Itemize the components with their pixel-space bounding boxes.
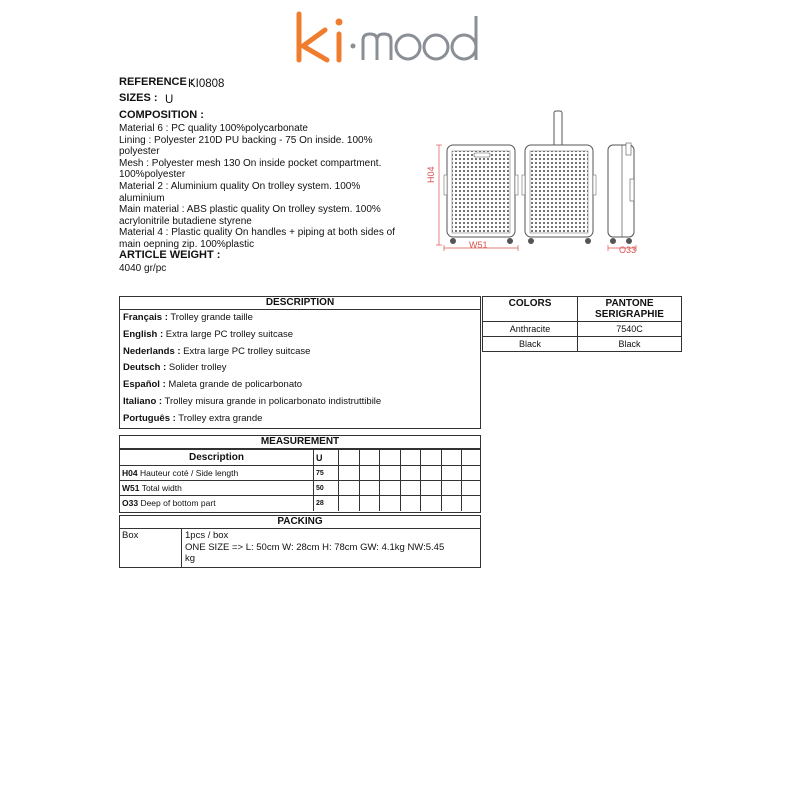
weight-label: ARTICLE WEIGHT : [119, 249, 221, 261]
lang-text: Trolley grande taille [167, 312, 253, 323]
reference-label: REFERENCE : [119, 76, 194, 88]
empty-cell [400, 450, 421, 466]
composition-line: polyester [119, 146, 160, 158]
empty-cell [441, 450, 462, 466]
dimension-height-label: H04 [426, 166, 436, 183]
packing-line: ONE SIZE => L: 50cm W: 28cm H: 78cm GW: 4.1kg NW:5.45 [185, 541, 445, 553]
empty-cell [400, 481, 421, 496]
composition-line: Main material : ABS plastic quality On trolley system. 100% [119, 204, 381, 216]
lang-text: Solider trolley [166, 362, 227, 374]
packing-line: kg [185, 553, 196, 564]
empty-cell [462, 496, 481, 511]
empty-cell [380, 496, 401, 511]
measurement-row-w51 [120, 481, 314, 496]
description-row-en [120, 327, 480, 344]
measurement-label: Deep of bottom part [138, 498, 216, 509]
measurement-desc-header: Description [120, 450, 314, 466]
colors-header: COLORS [483, 297, 578, 322]
empty-cell [339, 481, 360, 496]
empty-cell [339, 450, 360, 466]
empty-cell [359, 481, 380, 496]
reference-value: KI0808 [188, 78, 225, 90]
lang-label: Español : [123, 379, 166, 391]
composition-line: Mesh : Polyester mesh 130 On inside pocket compartment. [119, 157, 382, 169]
empty-cell [380, 450, 401, 466]
lang-label: Português : [123, 412, 176, 424]
measurement-row-h04 [120, 466, 314, 481]
lang-label: Deutsch : [123, 362, 167, 374]
empty-cell [380, 466, 401, 481]
measurement-code: O33 [122, 498, 139, 509]
composition-label: COMPOSITION : [119, 109, 204, 121]
measurement-value: 28 [314, 496, 339, 511]
sizes-value: U [165, 94, 174, 106]
lang-label: Français : [123, 312, 168, 323]
empty-cell [421, 481, 442, 496]
packing-title: PACKING [120, 516, 480, 529]
color-pantone: Black [578, 337, 682, 352]
description-row-fr [120, 310, 480, 327]
composition-line: Material 6 : PC quality 100%polycarbonate [119, 123, 308, 134]
lang-text: Trolley extra grande [175, 412, 263, 424]
packing-line: 1pcs / box [185, 530, 229, 541]
packing-table [119, 515, 481, 568]
color-name: Anthracite [483, 322, 578, 337]
empty-cell [339, 466, 360, 481]
empty-cell [400, 466, 421, 481]
measurement-value: 50 [314, 481, 339, 496]
color-name: Black [483, 337, 578, 352]
dimension-width-label: W51 [469, 240, 488, 250]
measurement-label: Total width [139, 483, 182, 493]
description-row-de [120, 360, 480, 377]
lang-label: Nederlands : [123, 345, 181, 357]
composition-line: aluminium [119, 192, 165, 204]
empty-cell [359, 496, 380, 511]
measurement-size-header: U [314, 450, 339, 466]
lang-text: Extra large PC trolley suitcase [163, 328, 294, 340]
pantone-header [578, 297, 682, 322]
empty-cell [462, 450, 481, 466]
composition-line: Lining : Polyester 210D PU backing - 75 On inside. 100% [119, 134, 373, 146]
description-row-nl [120, 344, 480, 361]
measurement-table [119, 435, 481, 513]
composition-line: acrylonitrile butadiene styrene [119, 215, 252, 227]
packing-grid [120, 529, 480, 567]
empty-cell [359, 450, 380, 466]
suitcase-drawing [430, 105, 650, 255]
measurement-row-o33 [120, 496, 314, 511]
packing-type: Box [120, 529, 182, 567]
lang-label: Italiano : [123, 395, 163, 407]
empty-cell [380, 481, 401, 496]
composition-line: main oepning zip. 100%plastic [119, 238, 255, 250]
composition-line: 100%polyester [119, 169, 186, 181]
measurement-code: H04 [122, 468, 138, 478]
measurement-grid [120, 449, 480, 511]
lang-text: Maleta grande de policarbonato [165, 379, 303, 391]
lang-label: English : [123, 328, 164, 340]
weight-value: 4040 gr/pc [119, 263, 167, 274]
colors-table [482, 296, 682, 352]
composition-list [119, 123, 409, 251]
color-pantone: 7540C [578, 322, 682, 337]
composition-line: Material 2 : Aluminium quality On trolley system. 100% [119, 180, 361, 192]
empty-cell [441, 481, 462, 496]
empty-cell [462, 481, 481, 496]
empty-cell [421, 450, 442, 466]
ki-mood-logo [295, 8, 485, 68]
empty-cell [400, 496, 421, 511]
pantone-header-line2: SERIGRAPHIE [595, 309, 664, 320]
packing-details [182, 529, 481, 567]
description-row-it [120, 394, 480, 411]
empty-cell [462, 466, 481, 481]
pantone-header-line1: PANTONE [605, 298, 654, 309]
measurement-label: Hauteur coté / Side length [137, 468, 239, 478]
empty-cell [359, 466, 380, 481]
description-title: DESCRIPTION [120, 297, 480, 310]
dimension-depth-label: O33 [619, 245, 637, 255]
lang-text: Trolley misura grande in policarbonato indistruttibile [162, 395, 382, 407]
description-row-es [120, 377, 480, 394]
lang-text: Extra large PC trolley suitcase [180, 345, 311, 357]
empty-cell [421, 466, 442, 481]
measurement-value: 75 [314, 466, 339, 481]
empty-cell [421, 496, 442, 511]
empty-cell [339, 496, 360, 511]
measurement-code: W51 [122, 483, 140, 493]
sizes-label: SIZES : [119, 92, 158, 104]
description-table [119, 296, 481, 429]
measurement-title: MEASUREMENT [120, 436, 480, 449]
description-row-pt [120, 411, 480, 428]
empty-cell [441, 466, 462, 481]
empty-cell [441, 496, 462, 511]
composition-line: Material 4 : Plastic quality On handles + piping at both sides of [119, 227, 395, 239]
